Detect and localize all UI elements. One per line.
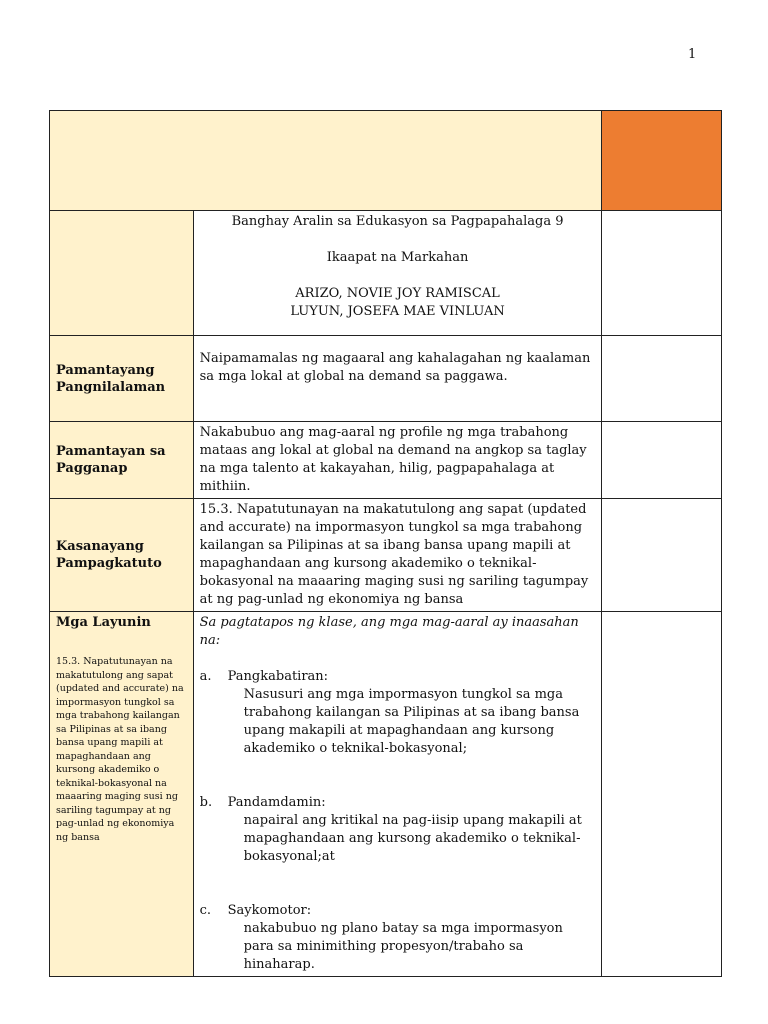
- competency-empty: [602, 499, 722, 612]
- title-label-cell: [50, 211, 194, 336]
- performance-standard-row: [50, 422, 722, 499]
- lesson-quarter: Ikaapat na Markahan: [326, 250, 469, 265]
- performance-standard-label-1: Pamantayan sa: [56, 444, 166, 459]
- author-1: ARIZO, NOVIE JOY RAMISCAL: [295, 286, 500, 301]
- title-row: [50, 211, 722, 336]
- objectives-label: Mga Layunin: [56, 615, 151, 630]
- objective-b-text: napairal ang kritikal na pag-iisip upang makapili at mapaghandaan ang kursong akademiko o teknikal-bokasyonal;at: [243, 813, 582, 864]
- objective-c: [200, 902, 596, 974]
- competency-label-2: Pampagkatuto: [56, 556, 162, 571]
- objectives-cell: [193, 612, 602, 977]
- header-banner: [50, 111, 602, 211]
- content-standard-empty: [602, 336, 722, 422]
- content-standard-cell: [193, 336, 602, 422]
- lesson-plan-table: [49, 110, 722, 977]
- performance-standard-label-cell: [50, 422, 194, 499]
- competency-label-cell: [50, 499, 194, 612]
- objective-c-letter: c.: [199, 903, 212, 918]
- objective-b-heading: Pandamdamin:: [227, 795, 326, 810]
- objective-b-letter: b.: [199, 795, 213, 810]
- objective-c-text: nakabubuo ng plano batay sa mga impormasyon para sa minimithing propesyon/trabaho sa hinaharap.: [243, 921, 563, 972]
- objective-c-heading: Saykomotor:: [227, 903, 312, 918]
- title-cell: [193, 211, 602, 336]
- objectives-empty: [602, 612, 722, 977]
- competency-text: 15.3. Napatutunayan na makatutulong ang sapat (updated and accurate) na impormasyon tungkol sa mga trabahong kailangan sa Pilipinas at sa ibang bansa upang mapili at mapaghandaan ang kursong akademiko o teknikal-bokasyonal na maaaring maging susi ng sariling tagumpay at ng pag-unlad ng ekonomiya ng bansa: [199, 502, 589, 607]
- content-standard-label-cell: [50, 336, 194, 422]
- competency-label-1: Kasanayang: [56, 539, 144, 554]
- header-row: [50, 111, 722, 211]
- header-accent: [602, 111, 722, 211]
- competency-cell: [193, 499, 602, 612]
- performance-standard-label-2: Pagganap: [56, 461, 128, 476]
- performance-standard-text: Nakabubuo ang mag-aaral ng profile ng mga trabahong mataas ang lokal at global na demand na angkop sa taglay na mga talento at kakayahan, hilig, pagpapahalaga at mithiin.: [199, 425, 587, 494]
- content-standard-label-2: Pangnilalaman: [56, 379, 166, 395]
- objectives-row: [50, 612, 722, 977]
- objective-a-heading: Pangkabatiran:: [227, 669, 329, 684]
- content-standard-text: Naipamamalas ng magaaral ang kahalagahan ng kaalaman sa mga lokal at global na demand sa paggawa.: [199, 351, 591, 384]
- performance-standard-empty: [602, 422, 722, 499]
- page-number: 1: [688, 47, 697, 62]
- objective-a-text: Nasusuri ang mga impormasyon tungkol sa mga trabahong kailangan sa Pilipinas at sa ibang bansa upang makapili at mapaghandaan ang kursong akademiko o teknikal-bokasyonal;: [243, 687, 580, 756]
- competency-row: [50, 499, 722, 612]
- title-empty-cell: [602, 211, 722, 336]
- objectives-label-cell: [50, 612, 194, 977]
- performance-standard-cell: [193, 422, 602, 499]
- objective-a-letter: a.: [199, 669, 212, 684]
- content-standard-label-1: Pamantayang: [56, 362, 155, 378]
- author-2: LUYUN, JOSEFA MAE VINLUAN: [290, 304, 505, 319]
- objectives-intro: Sa pagtatapos ng klase, ang mga mag-aaral ay inaasahan na:: [199, 615, 579, 648]
- objective-b: [200, 794, 596, 866]
- content-standard-row: [50, 336, 722, 422]
- objective-a: [200, 668, 596, 758]
- objectives-competency-note: 15.3. Napatutunayan na makatutulong ang sapat (updated and accurate) na impormasyon tungkol sa mga trabahong kailangan sa Pilipinas at sa ibang bansa upang mapili at mapaghandaan ang kursong akademiko o teknikal-bokasyonal na maaaring maging susi ng sariling tagumpay at ng pag-unlad ng ekonomiya ng bansa: [56, 656, 184, 843]
- lesson-title: Banghay Aralin sa Edukasyon sa Pagpapahalaga 9: [231, 214, 564, 229]
